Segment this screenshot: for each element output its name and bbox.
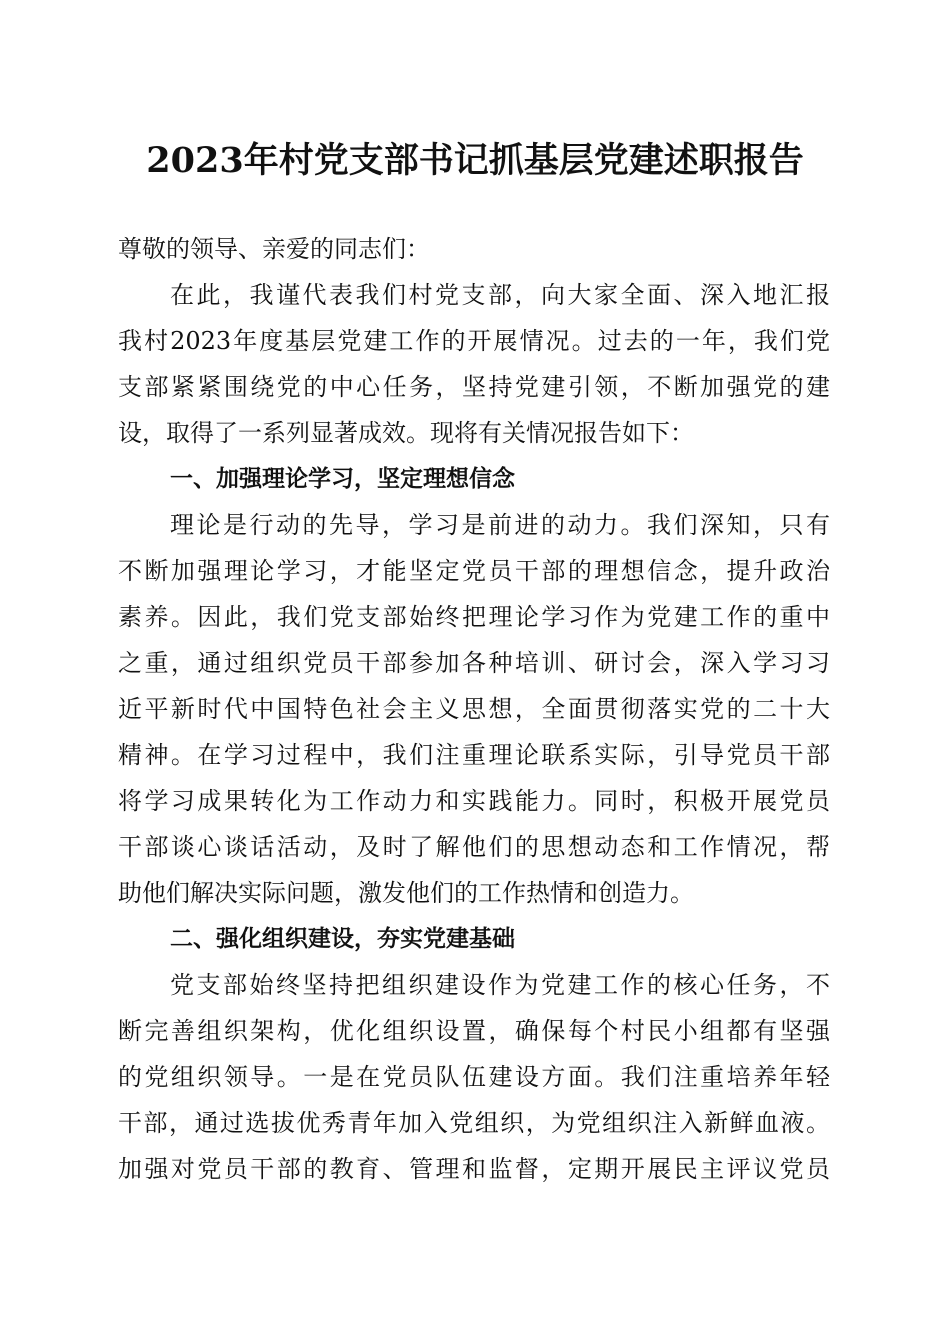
section-1-line: 理论是行动的先导，学习是前进的动力。我们深知，只有 [170,511,830,539]
intro-line: 支部紧紧围绕党的中心任务，坚持党建引领，不断加强党的建 [118,373,830,401]
section-2-line: 断完善组织架构，优化组织设置，确保每个村民小组都有坚强 [118,1017,830,1045]
section-1-line: 素养。因此，我们党支部始终把理论学习作为党建工作的重中 [118,603,830,631]
section-1-line: 近平新时代中国特色社会主义思想，全面贯彻落实党的二十大 [118,695,830,723]
section-1-line: 助他们解决实际问题，激发他们的工作热情和创造力。 [118,879,694,907]
section-1-line: 将学习成果转化为工作动力和实践能力。同时，积极开展党员 [118,787,830,815]
section-2-heading: 二、强化组织建设，夯实党建基础 [170,926,515,952]
salutation: 尊敬的领导、亲爱的同志们： [118,235,430,263]
document-body [118,226,830,1192]
section-2-line: 干部，通过选拔优秀青年加入党组织，为党组织注入新鲜血液。 [118,1109,830,1137]
document-title: 2023年村党支部书记抓基层党建述职报告 [146,140,804,181]
section-2-line: 党支部始终坚持把组织建设作为党建工作的核心任务，不 [170,971,830,999]
section-1-line: 精神。在学习过程中，我们注重理论联系实际，引导党员干部 [118,741,830,769]
section-1-line: 不断加强理论学习，才能坚定党员干部的理想信念，提升政治 [118,557,830,585]
section-2-line: 加强对党员干部的教育、管理和监督，定期开展民主评议党员 [118,1155,830,1183]
section-1-line: 干部谈心谈话活动，及时了解他们的思想动态和工作情况，帮 [118,833,830,861]
intro-line: 在此，我谨代表我们村党支部，向大家全面、深入地汇报 [170,281,830,309]
section-1-line: 之重，通过组织党员干部参加各种培训、研讨会，深入学习习 [118,649,830,677]
section-1-heading: 一、加强理论学习，坚定理想信念 [170,466,515,492]
intro-line: 我村2023年度基层党建工作的开展情况。过去的一年，我们党 [118,327,830,355]
section-2-line: 的党组织领导。一是在党员队伍建设方面。我们注重培养年轻 [118,1063,830,1091]
intro-line: 设，取得了一系列显著成效。现将有关情况报告如下： [118,419,694,447]
